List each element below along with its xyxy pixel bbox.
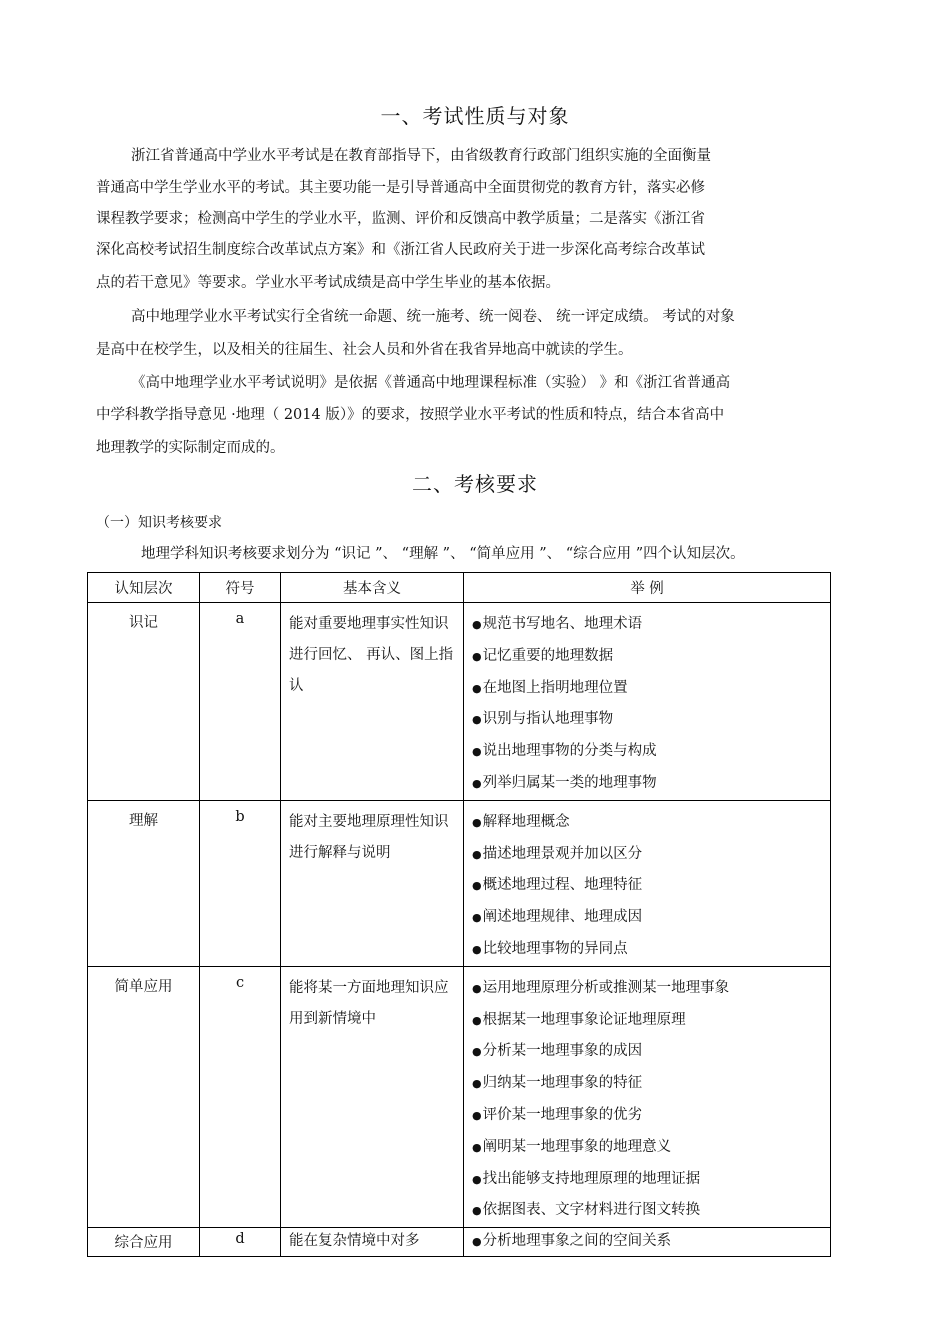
example-item [472, 870, 830, 902]
level-cell: 综合应用 [88, 1228, 200, 1257]
example-text: 评价某一地理事象的优劣 [482, 1106, 643, 1123]
bullet-icon: ● [472, 815, 482, 829]
bullet-icon: ● [472, 745, 482, 759]
example-item [472, 736, 830, 768]
example-item [472, 1005, 830, 1037]
meaning-cell: 能在复杂情境中对多 [281, 1228, 464, 1257]
symbol-cell: d [200, 1228, 281, 1257]
meaning-cell: 能对重要地理事实性知识进行回忆、 再认、图上指认 [281, 603, 464, 801]
bullet-icon: ● [472, 1045, 482, 1059]
table-header-row [88, 573, 831, 603]
example-item [472, 1100, 830, 1132]
header-symbol: 符号 [200, 573, 281, 603]
requirements-table [87, 572, 831, 1257]
example-text: 识别与指认地理事物 [482, 711, 614, 728]
bullet-icon: ● [472, 1204, 482, 1218]
table-row [88, 966, 831, 1227]
examples-cell [464, 1228, 831, 1257]
bullet-icon: ● [472, 1077, 482, 1091]
examples-cell [464, 603, 831, 801]
level-cell: 理解 [88, 800, 200, 966]
example-text: 规范书写地名、地理术语 [482, 616, 643, 632]
bullet-icon: ● [472, 1172, 482, 1186]
level-cell: 识记 [88, 603, 200, 801]
example-item [472, 768, 830, 800]
example-item [472, 902, 830, 934]
bullet-icon: ● [472, 681, 482, 695]
symbol-cell: b [200, 800, 281, 966]
example-item [472, 934, 830, 966]
para-line: 课程教学要求；检测高中学生的学业水平，监测、评价和反馈高中教学质量；二是落实《浙江省 [96, 211, 705, 227]
example-text: 分析某一地理事象的成因 [482, 1043, 643, 1060]
example-item [472, 641, 830, 673]
header-examples: 举 例 [464, 573, 831, 603]
example-text: 概述地理过程、地理特征 [482, 877, 643, 894]
para-line: 高中地理学业水平考试实行全省统一命题、统一施考、统一阅卷、 统一评定成绩。 考试的对象 [131, 309, 735, 325]
para-line: 普通高中学生学业水平的考试。其主要功能一是引导普通高中全面贯彻党的教育方针，落实必修 [96, 180, 705, 196]
para-line: 浙江省普通高中学业水平考试是在教育部指导下，由省级教育行政部门组织实施的全面衡量 [131, 148, 711, 164]
para-line: 是高中在校学生，以及相关的往届生、社会人员和外省在我省异地高中就读的学生。 [96, 342, 633, 358]
example-item [472, 1068, 830, 1100]
para-line: 地理教学的实际制定而成的。 [96, 440, 285, 456]
symbol-cell: c [200, 966, 281, 1227]
section1-title: 一、考试性质与对象 [380, 104, 570, 128]
bullet-icon: ● [472, 1235, 482, 1249]
example-text: 依据图表、文字材料进行图文转换 [482, 1202, 701, 1219]
example-text: 归纳某一地理事象的特征 [482, 1075, 643, 1092]
example-item [472, 973, 830, 1005]
example-item [472, 1164, 830, 1196]
bullet-icon: ● [472, 911, 482, 925]
bullet-icon: ● [472, 618, 482, 631]
example-text: 记忆重要的地理数据 [482, 647, 614, 664]
example-item [472, 1195, 830, 1227]
example-text: 比较地理事物的异同点 [482, 940, 628, 957]
example-item [472, 1132, 830, 1164]
para-line: 《高中地理学业水平考试说明》是依据《普通高中地理课程标准（实验） 》和《浙江省普通高 [131, 375, 731, 391]
example-text: 找出能够支持地理原理的地理证据 [482, 1170, 701, 1187]
examples-cell [464, 800, 831, 966]
header-meaning: 基本含义 [281, 573, 464, 603]
section2-title: 二、考核要求 [412, 472, 538, 496]
bullet-icon: ● [472, 649, 482, 663]
para-line: 深化高校考试招生制度综合改革试点方案》和《浙江省人民政府关于进一步深化高考综合改革试 [96, 242, 705, 258]
example-item [472, 609, 830, 641]
example-item [472, 704, 830, 736]
examples-cell [464, 966, 831, 1227]
intro-line: 地理学科知识考核要求划分为 “识记 ”、 “理解 ”、 “简单应用 ”、 “综合应用 ”四个认知层次。 [141, 546, 745, 562]
example-item [472, 807, 830, 839]
para-line: 点的若干意见》等要求。学业水平考试成绩是高中学生毕业的基本依据。 [96, 275, 560, 291]
meaning-cell: 能将某一方面地理知识应用到新情境中 [281, 966, 464, 1227]
table-row [88, 1228, 831, 1257]
bullet-icon: ● [472, 1108, 482, 1122]
table-row [88, 603, 831, 801]
example-item [472, 839, 830, 871]
example-text: 阐明某一地理事象的地理意义 [482, 1138, 672, 1155]
example-text: 阐述地理规律、地理成因 [482, 909, 643, 926]
subsection-title: （一）知识考核要求 [96, 515, 222, 531]
example-item [472, 1036, 830, 1068]
bullet-icon: ● [472, 776, 482, 790]
table-row [88, 800, 831, 966]
bullet-icon: ● [472, 713, 482, 727]
example-item [472, 1228, 830, 1255]
example-text: 在地图上指明地理位置 [482, 679, 628, 696]
meaning-cell: 能对主要地理原理性知识进行解释与说明 [281, 800, 464, 966]
example-text: 分析地理事象之间的空间关系 [482, 1233, 672, 1250]
bullet-icon: ● [472, 847, 482, 861]
example-text: 解释地理概念 [482, 813, 570, 830]
bullet-icon: ● [472, 1140, 482, 1154]
level-cell: 简单应用 [88, 966, 200, 1227]
para-line: 中学科教学指导意见 ·地理（ 2014 版）》的要求，按照学业水平考试的性质和特点，结合本省高中 [96, 407, 725, 423]
example-text: 运用地理原理分析或推测某一地理事象 [482, 979, 730, 996]
example-text: 列举归属某一类的地理事物 [482, 774, 657, 791]
bullet-icon: ● [472, 942, 482, 956]
bullet-icon: ● [472, 1013, 482, 1027]
header-level: 认知层次 [88, 573, 200, 603]
symbol-cell: a [200, 603, 281, 801]
bullet-icon: ● [472, 981, 482, 995]
example-text: 描述地理景观并加以区分 [482, 845, 643, 862]
example-text: 根据某一地理事象论证地理原理 [482, 1011, 686, 1028]
example-text: 说出地理事物的分类与构成 [482, 743, 657, 760]
example-item [472, 673, 830, 705]
bullet-icon: ● [472, 879, 482, 893]
